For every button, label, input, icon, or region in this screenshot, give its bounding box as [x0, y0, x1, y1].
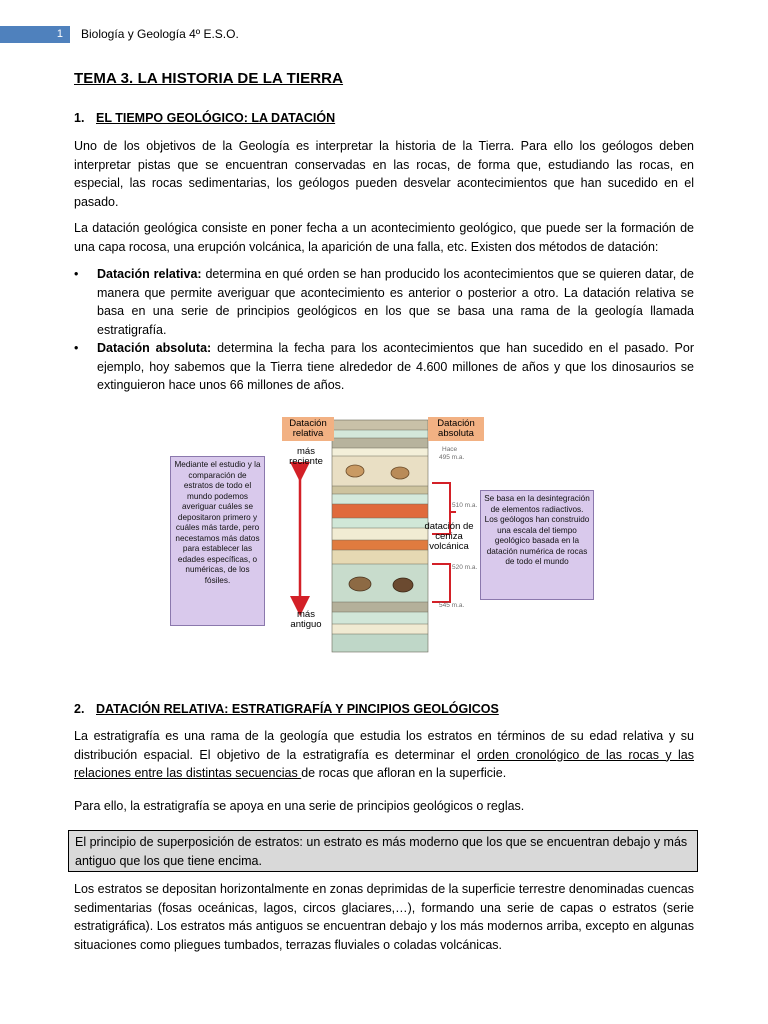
superposition-principle-box: El principio de superposición de estratos: un estrato es más moderno que los que se encuentran debajo y más antiguo que los que tiene encima.	[68, 830, 698, 872]
document-title: TEMA 3. LA HISTORIA DE LA TIERRA	[74, 70, 344, 87]
section-1-paragraph-1: Uno de los objetivos de la Geología es interpretar la historia de la Tierra. Para ello los geólogos deben interpretar pistas que se encuentran conservadas en las rocas, de forma que, estudiando las rocas, en especial, las rocas sedimentarias, los geólogos pueden desvelar acontecimientos que han sucedido en el pasado.	[74, 139, 694, 209]
highlighted-text: orden cronológico de las rocas y las relaciones entre las distintas secuencias	[74, 747, 694, 780]
section-2-paragraph-2: Para ello, la estratigrafía se apoya en una serie de principios geológicos o reglas.	[74, 799, 525, 813]
list-item: • Datación relativa: determina en qué orden se han producido los acontecimientos que se quieren datar, de manera que permite averiguar que acontecimiento es anterior o posterior a otro. La datación relativa se basa en una serie de principios geológicos en los que se basa una rama de la geología llamada estratigrafía.	[74, 267, 694, 337]
list-item: • Datación absoluta: determina la fecha para los acontecimientos que han sucedido en el pasado. Por ejemplo, hoy sabemos que la Tierra tiene alrededor de 4.600 millones de años y que los dinosaurios se extinguieron hace unos 66 millones de años.	[74, 341, 694, 392]
relative-dating-note: Mediante el estudio y la comparación de estratos de todo el mundo podemos averiguar cuáles se depositaron primero y cuáles más tarde, pero necestamos más datos para establecer las edades específicas, o numéricas, de los fósiles.	[170, 456, 265, 626]
section-1-heading	[74, 111, 335, 125]
more-recent-label: más reciente	[289, 446, 323, 467]
absolute-dating-tag: Datación absoluta	[428, 417, 484, 441]
age-label: 510 m.a.	[452, 502, 478, 509]
text-span: de rocas que afloran en la superficie.	[301, 766, 507, 780]
text-span: La estratigrafía es una rama de la geología que estudia los estratos en términos de su edad relativa y su distribución espacial. El objetivo de la estratigrafía es determinar el	[74, 729, 694, 762]
section-2-heading	[74, 702, 499, 716]
relative-dating-tag: Datación relativa	[282, 417, 334, 441]
page-header	[0, 26, 768, 44]
strata-column	[332, 420, 428, 652]
age-label: 495 m.a.	[439, 454, 465, 461]
bullet-text: Datación absoluta: determina la fecha para los acontecimientos que han sucedido en el pasado. Por ejemplo, hoy sabemos que la Tierra tiene alrededor de 4.600 millones de años y que los dinosaurios se extinguieron hace unos 66 millones de años.	[97, 341, 694, 392]
section-2-paragraph-3: Los estratos se depositan horizontalmente en zonas deprimidas de la superficie terrestre denominadas cuencas sedimentarias (fosas oceánicas, lagos, circos glaciares,…), formando una serie de capas o estratos (serie estratigráfica). Los estratos más antiguos se encuentran debajo y los más modernos arriba, excepto en algunas situaciones como pliegues tumbados, terrazas fluviales o coladas volcánicas.	[74, 882, 694, 952]
section-title: DATACIÓN RELATIVA: ESTRATIGRAFÍA Y PINCIPIOS GEOLÓGICOS	[96, 702, 499, 716]
dating-methods-list	[74, 265, 694, 395]
volcanic-ash-label: datación de ceniza volcánica	[424, 521, 474, 552]
section-1-paragraph-2: La datación geológica consiste en poner fecha a un acontecimiento geológico, que puede ser la formación de una capa rocosa, una erupción volcánica, la aparición de una falla, etc. Existen dos métodos de datación:	[74, 221, 694, 254]
page-number: 1	[0, 26, 70, 43]
section-number: 2.	[74, 702, 85, 716]
section-2-paragraph-1	[74, 727, 694, 783]
absolute-dating-note: Se basa en la desintegración de elementos radiactivos. Los geólogos han construido una escala del tiempo geológico basada en la datación numérica de rocas de todo el mundo	[480, 490, 594, 600]
section-title: EL TIEMPO GEOLÓGICO: LA DATACIÓN	[96, 111, 336, 125]
hace-label: Hace	[442, 446, 458, 453]
bullet-text: Datación relativa: determina en qué orden se han producido los acontecimientos que se quieren datar, de manera que permite averiguar que acontecimiento es anterior o posterior a otro. La datación relativa se basa en una serie de principios geológicos en los que se basa una rama de la geología llamada estratigrafía.	[97, 267, 694, 337]
section-number: 1.	[74, 111, 85, 125]
dating-figure	[160, 412, 610, 657]
age-label: 520 m.a.	[452, 564, 478, 571]
age-label: 545 m.a.	[439, 602, 465, 609]
header-title: Biología y Geología 4º E.S.O.	[81, 27, 239, 41]
older-label: más antiguo	[290, 609, 322, 630]
